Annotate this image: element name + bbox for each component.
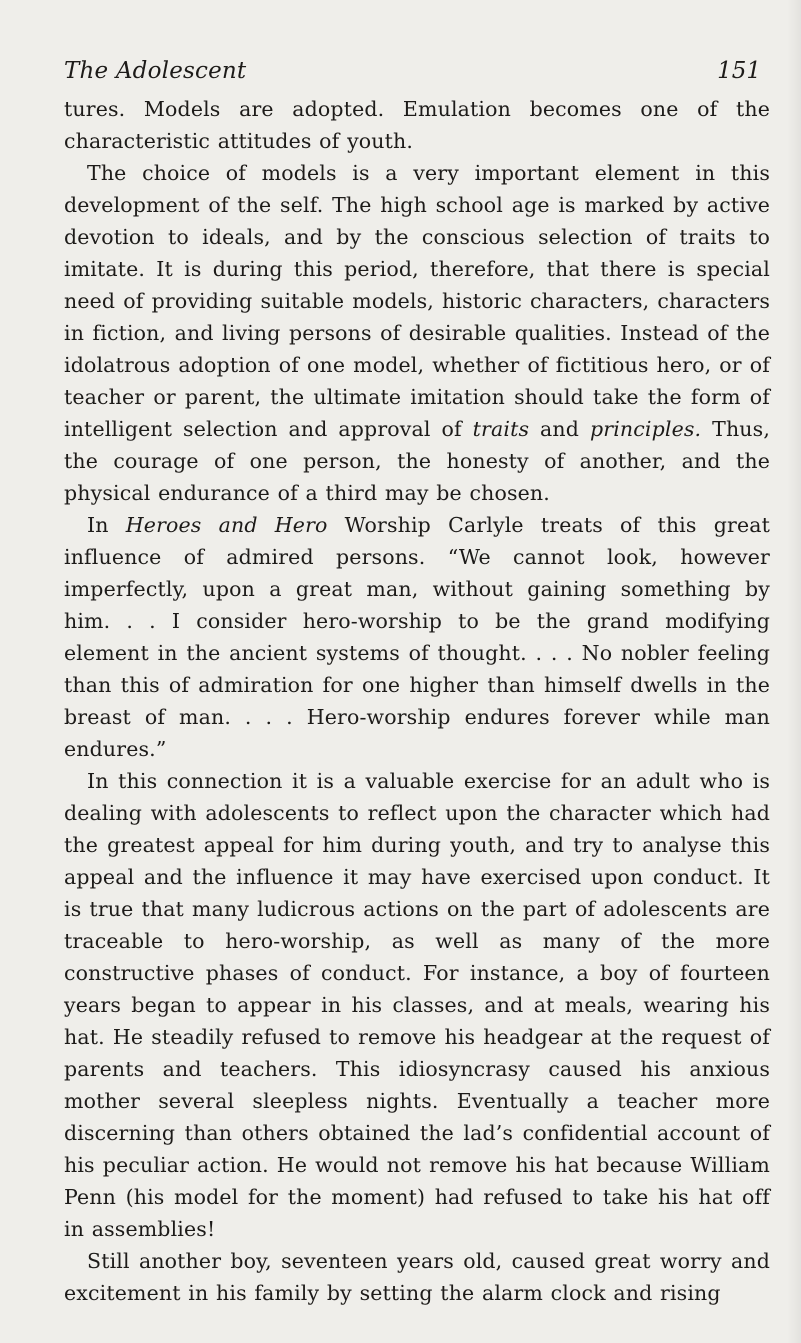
paragraph <box>64 93 770 157</box>
paragraph <box>64 157 770 509</box>
running-head <box>64 58 771 88</box>
text-run: Worship Carlyle treats of this great influence of admired persons. “We cannot look, however imperfectly, upon a great man, without gaining something by him. . . I consider hero-worship to be the grand modifying element in the ancient systems of thought. . . . No nobler feeling than this of admiration for one higher than himself dwells in the breast of man. . . . Hero-worship endures forever while man endures.” <box>64 513 770 761</box>
page-edge-shadow <box>787 0 801 1343</box>
text-run: Thus, the courage of one person, the honesty of another, and the physical endurance of a third may be chosen. <box>64 417 770 505</box>
text-run: Still another boy, seventeen years old, caused great worry and excitement in his family by setting the alarm clock and rising <box>64 1249 770 1305</box>
text-run: In <box>87 513 126 537</box>
italic-text: principles. <box>589 417 702 441</box>
page-number: 151 <box>717 58 761 84</box>
text-run: and <box>529 417 590 441</box>
paragraph <box>64 1245 770 1309</box>
text-run: The choice of models is a very important element in this development of the self. The high school age is marked by active devotion to ideals, and by the conscious selection of traits to imitate. It is during this period, therefore, that there is special need of providing suitable models, historic characters, characters in fiction, and living persons of desirable qualities. Instead of the idolatrous adoption of one model, whether of fictitious hero, or of teacher or parent, the ultimate imitation should take the form of intelligent selection and approval of <box>64 161 770 441</box>
body-text <box>64 93 770 1309</box>
italic-text: Heroes and Hero <box>125 513 328 537</box>
running-title: The Adolescent <box>64 58 247 84</box>
text-run: In this connection it is a valuable exercise for an adult who is dealing with adolescents to reflect upon the character which had the greatest appeal for him during youth, and try to analyse this appeal and the influence it may have exercised upon conduct. It is true that many ludicrous actions on the part of adolescents are traceable to hero-worship, as well as many of the more constructive phases of conduct. For instance, a boy of fourteen years began to appear in his classes, and at meals, wearing his hat. He steadily refused to remove his headgear at the request of parents and teachers. This idiosyncrasy caused his anxious mother several sleepless nights. Eventually a teacher more discerning than others obtained the lad’s confidential account of his peculiar action. He would not remove his hat because William Penn (his model for the moment) had refused to take his hat off in assemblies! <box>64 769 770 1241</box>
paragraph <box>64 765 770 1245</box>
italic-text: traits <box>472 417 530 441</box>
text-run: tures. Models are adopted. Emulation becomes one of the characteristic attitudes of youth. <box>64 97 770 153</box>
paragraph <box>64 509 770 765</box>
